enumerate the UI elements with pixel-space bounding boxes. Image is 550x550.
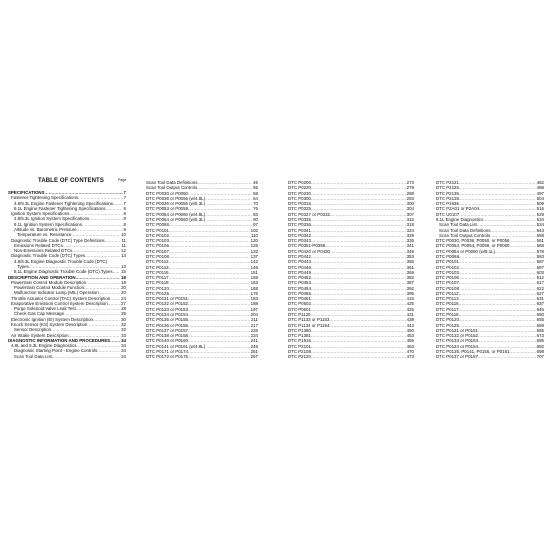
toc-entry-page: 382 (406, 275, 414, 281)
toc-entry-page: 30 (121, 316, 126, 322)
toc-entry-page: 32 (121, 322, 126, 328)
toc-entry-title: 4.8/5.3L Ignition System Specifications (14, 216, 90, 222)
toc-entry-page: 353 (406, 253, 414, 259)
toc-entry-page: 33 (121, 332, 126, 338)
toc-entry[interactable] (8, 354, 126, 359)
toc-entry-title: DTC P2101 (288, 343, 311, 349)
toc-entry-page: 13 (121, 263, 126, 269)
toc-entry-title: 8.1L Engine Fastener Tightening Specifications (14, 205, 106, 211)
toc-entry-page: 304 (406, 206, 414, 212)
toc-entry-page: 241 (250, 338, 258, 344)
toc-entry-page: 279 (406, 185, 414, 191)
toc-entry-page: 612 (536, 275, 544, 281)
toc-entry-title: DTC P0131 or P0151 (436, 327, 478, 333)
toc-entry-page: 583 (536, 253, 544, 259)
toc-entry-page: 58 (253, 190, 258, 196)
toc-entry-page: 18 (121, 274, 126, 280)
toc-entry-page: 188 (250, 301, 258, 307)
toc-entry-title: DTC P2125 (436, 185, 459, 191)
toc-entry-page: 11 (121, 237, 126, 243)
toc-entry-page: 8 (123, 205, 126, 211)
toc-entry-page: 482 (536, 180, 544, 185)
toc-entry-title: DTC P0342 (288, 232, 311, 238)
toc-entry-title: 4.8L and 5.3L Engine Diagnostics (11, 343, 77, 349)
toc-entry-title: DTC P0054 or P0060 (w/8.1L) (436, 248, 496, 254)
toc-entry-title: DTC P0325 (288, 206, 311, 212)
toc-entry-page: 211 (251, 317, 258, 323)
toc-entry-page: 234 (250, 333, 258, 339)
toc-entry-title: SPECIFICATIONS (8, 190, 45, 195)
toc-entry-title: DTC U0107 (436, 211, 460, 217)
toc-entry-title: DTC P0230 (288, 190, 311, 196)
toc-entry-page: 387 (406, 280, 414, 286)
toc-entry-title: Powertrain Control Module Function (14, 285, 85, 291)
toc-entry-title: DTC P0116 (436, 301, 459, 307)
toc-entry-page: 341 (406, 243, 414, 249)
toc-entry-title: DTC P0117 (436, 306, 459, 312)
toc-entry-page: 7 (123, 200, 126, 206)
toc-entry-title: DTC P0112 (146, 259, 169, 265)
toc-entry-page: 568 (536, 243, 544, 249)
toc-entry-page: 24 (121, 295, 126, 301)
toc-entry-page: 7 (123, 195, 126, 201)
toc-entry-page: 456 (406, 338, 414, 344)
toc-entry-title: DTC P0053, P0054, P0059, or P0060 (436, 243, 510, 249)
toc-entry-title: DTC P0351-P0358 (288, 243, 326, 249)
toc-entry-title: Emissions Related DTCs (14, 242, 63, 248)
toc-column-4 (436, 180, 544, 360)
toc-entry-page: 32 (121, 327, 126, 333)
toc-entry-title: DTC P0108 (146, 253, 169, 259)
toc-entry-title: DTC P0137 or P0157 (436, 354, 478, 360)
toc-entry-title: Air Intake System Description (11, 332, 69, 338)
toc-entry-page: 261 (250, 349, 258, 354)
toc-entry-page: 18 (121, 279, 126, 285)
toc-entry-page: 425 (406, 301, 414, 307)
toc-entry-page: 707 (536, 354, 544, 360)
toc-entry-title: DTC P0102 (436, 264, 459, 270)
toc-entry-title: DTC P0068 (436, 253, 459, 259)
toc-leader-dots (188, 354, 250, 359)
toc-entry-title: DTC P0131 or P0151 (146, 296, 188, 302)
toc-entry-title: Diagnostic Trouble Code (DTC) Type Definitions (11, 237, 105, 243)
toc-entry-title: DTC P0113 (146, 264, 169, 270)
toc-entry-title: DTC P0103 (436, 269, 459, 275)
toc-leader-dots (52, 354, 120, 359)
toc-entry-title: DTC P0135 or P0155 (146, 317, 188, 323)
toc-entry-title: DTC P0461 (288, 296, 311, 302)
toc-entry-page: 426 (406, 306, 414, 312)
toc-entry-page: 627 (536, 290, 544, 296)
toc-entry-page: 392 (406, 285, 414, 291)
toc-entry-page: 534 (536, 216, 544, 222)
toc-entry-title: DTC P0341 (288, 227, 311, 233)
toc-entry-page: 29 (121, 311, 126, 317)
toc-entry-page: 488 (536, 185, 544, 191)
toc-column-1 (8, 180, 126, 359)
toc-entry-page: 110 (251, 232, 258, 238)
toc-entry-title: Evaporative Emission Control System Description (11, 300, 108, 306)
toc-entry-title: DTC P0135, P0141, P0155, or P0161 (436, 349, 510, 354)
toc-entry-page: 473 (406, 354, 414, 360)
toc-entry-title: DTC P0054 or P0060 (w/4.8L) (146, 211, 206, 217)
toc-entry-page: 64 (253, 195, 258, 201)
toc-entry-title: Ignition System Specifications (11, 211, 70, 217)
toc-entry-title: DTC P1516 (288, 338, 311, 344)
toc-entry-title: DTC P0601 (288, 306, 311, 312)
page-title: TABLE OF CONTENTS (38, 178, 104, 184)
toc-entry-page: 637 (536, 301, 544, 307)
toc-entry-page: 70 (253, 201, 258, 207)
toc-entry-page: 356 (406, 259, 414, 265)
toc-entry-title: Non-Emissions Related DTCs (14, 248, 73, 254)
toc-entry-page: 395 (406, 290, 414, 296)
toc-entry-title: DTC P0116 (146, 269, 169, 275)
toc-entry-page: 90 (253, 216, 258, 222)
toc-entry-title: 8.1L Engine Diagnostics (436, 216, 484, 222)
toc-entry-title: DTC P0101 (436, 259, 459, 265)
toc-entry[interactable] (288, 354, 414, 359)
toc-entry-page: 12 (121, 248, 126, 254)
toc-entry-title: DTC P0054 or P0060 (w/5.3L) (146, 216, 206, 222)
toc-entry-page: 692 (536, 343, 544, 349)
toc-entry-page: 76 (253, 206, 258, 212)
toc-entry-page: 578 (536, 248, 544, 254)
toc-entry-title: 4.8/5.3L Engine Fastener Tightening Specifications (14, 200, 113, 206)
toc-entry-title: DTC P0502 (288, 301, 311, 307)
toc-entry-page: 335 (406, 238, 414, 244)
toc-entry-title: DTC P0336 (288, 222, 311, 228)
toc-entry-page: 509 (536, 201, 544, 207)
toc-entry-page: 34 (121, 337, 126, 343)
toc-entry-title: DTC P0134 or P0154 (146, 312, 188, 318)
toc-entry-title: 4.8/5.3L Engine Diagnostic Trouble Code (DTC) (14, 258, 108, 264)
toc-entry-title: Powertrain Control Module Description (11, 279, 87, 285)
toc-entry-title: DTC P0106 (436, 275, 459, 281)
toc-entry-page: 453 (406, 333, 414, 339)
toc-entry-page: 685 (536, 338, 544, 344)
toc-entry-page: 168 (250, 285, 258, 291)
toc-entry[interactable] (436, 354, 544, 359)
toc-entry-page: 20 (121, 290, 126, 296)
toc-entry-title: DTC P0343 (288, 238, 311, 244)
toc-entry-title: Fastener Tightening Specifications (11, 195, 79, 201)
toc-entry-page: 497 (536, 190, 544, 196)
toc-entry-page: 183 (250, 296, 258, 302)
toc-entry-page: 132 (250, 248, 258, 254)
toc-entry-title: DTC P0068 (146, 222, 169, 228)
toc-entry-page: 504 (536, 195, 544, 201)
toc-entry-title: DTC P2138 (436, 195, 459, 201)
toc-entry-title: Knock Sensor (KS) System Description (11, 322, 88, 328)
toc-entry-title: DTC P0036 or P0056 (w/5.3L) (146, 201, 206, 207)
toc-entry-title: DTC P0140 or P0160 (146, 338, 188, 344)
toc-entry-page: 15 (121, 269, 126, 275)
toc-entry-title: DTC P0138 or P0158 (146, 333, 188, 339)
toc-entry-page: 438 (406, 317, 414, 323)
toc-entry-title: DTC P0107 (436, 280, 459, 286)
toc-entry-page: 34 (121, 353, 126, 359)
toc-entry-page: 126 (250, 243, 258, 249)
toc-entry-page: 312 (406, 216, 414, 222)
toc-entry-page: 137 (250, 253, 258, 259)
toc-entry-title: DTC P0125 (146, 290, 169, 296)
toc-entry-page: 645 (536, 306, 544, 312)
toc-entry-page: 631 (536, 296, 544, 302)
toc-entry-title: Scan Tool Output Controls (439, 232, 491, 238)
toc-entry-page: 151 (250, 269, 258, 275)
toc-entry-title: DTC P0120 (436, 317, 459, 323)
toc-entry-title: DTC P0453 (288, 280, 311, 286)
toc-entry-title: DTC P1381 (288, 333, 311, 339)
toc-entry-page: 34 (121, 348, 126, 354)
toc-leader-dots (478, 354, 536, 359)
toc-entry-page: 248 (250, 343, 258, 349)
toc-entry-page: 324 (406, 227, 414, 233)
toc-entry-title: 8.1L Engine Diagnostic Trouble Code (DTC) Types (14, 269, 113, 275)
toc-entry-title: Sensor Description (14, 327, 52, 333)
toc-entry-title: DTC P0103 (146, 238, 169, 244)
toc-entry-title: DTC P0172 or P0175 (146, 354, 188, 360)
toc-entry-page: 27 (121, 300, 126, 306)
toc-entry-title: DTC P2108 (288, 349, 311, 354)
toc-entry-page: 28 (121, 306, 126, 312)
toc-entry-title: DTC P0112 (436, 290, 459, 296)
toc-entry-page: 9 (123, 226, 126, 232)
toc-entry-page: 450 (406, 327, 414, 333)
toc-entry-title: DTC P2121 (436, 180, 459, 185)
toc-entry-title: DTC P0133 or P0153 (146, 306, 188, 312)
toc-entry-title: DTC P0315 (288, 201, 311, 207)
toc-entry-page: 622 (536, 285, 544, 291)
toc-entry-page: 293 (406, 195, 414, 201)
toc-entry-page: 603 (536, 269, 544, 275)
toc-entry-page: 142 (250, 259, 258, 265)
toc-entry-page: 83 (253, 211, 258, 217)
toc-entry-page: 318 (406, 222, 414, 228)
toc-entry-page: 665 (536, 327, 544, 333)
toc-entry-title: DTC P0137 or P0157 (146, 327, 188, 333)
toc-entry-title: DTC P2636 (436, 201, 459, 207)
toc-entry-page: 470 (406, 349, 414, 354)
toc-entry-title: Malfunction Indicator Lamp (MIL) Operation (14, 290, 99, 296)
toc-entry-page: 217 (250, 322, 258, 328)
toc-entry-title: Scan Tool Data List (439, 222, 477, 228)
toc-entry-title: DTC P1380 (288, 327, 311, 333)
toc-entry-title: DTC P0132 or P0152 (436, 333, 478, 339)
toc-entry-page: 55 (253, 185, 258, 191)
toc-entry-title: DTC P0118 (146, 280, 169, 286)
toc-column-3 (288, 180, 414, 360)
toc-entry-title: DTC P0036 or P0056 (w/4.8L) (146, 195, 206, 201)
toc-entry-title: DTC P0446 (288, 264, 311, 270)
toc-entry-page: 176 (250, 290, 258, 296)
toc-entry[interactable] (146, 354, 258, 359)
toc-entry-page: 655 (536, 317, 544, 323)
toc-entry-title: DTC P0132 or P0152 (146, 301, 188, 307)
toc-entry-page: 13 (121, 253, 126, 259)
toc-entry-title: DTC P0455 (288, 290, 311, 296)
toc-entry-page: 673 (536, 333, 544, 339)
toc-entry-title: DESCRIPTION AND OPERATION (8, 274, 76, 280)
toc-column-2 (146, 180, 258, 360)
toc-entry-page: 463 (406, 343, 414, 349)
toc-entry-title: DTC P0107 (146, 248, 169, 254)
toc-leader-dots (311, 354, 406, 359)
toc-entry-title: DTC P0452 (288, 275, 311, 281)
toc-entry-title: DTC P0200 (288, 180, 311, 185)
toc-entry-page: 361 (406, 264, 414, 270)
toc-entry-title: Scan Tool Data List (14, 353, 52, 359)
toc-entry-page: 329 (406, 232, 414, 238)
toc-entry-title: DTC P1125 (288, 312, 311, 318)
toc-entry-title: DTC P0420 or P0430 (288, 248, 330, 254)
toc-entry-title: DTC P2120 (288, 354, 311, 360)
toc-entry-page: 587 (536, 259, 544, 265)
toc-entry-page: 102 (250, 227, 258, 233)
toc-entry-page: 11 (121, 242, 126, 248)
page-column-label: Page (118, 178, 127, 182)
toc-entry-page: 163 (250, 280, 258, 286)
toc-entry-page: 10 (121, 232, 126, 238)
toc-entry-page: 20 (121, 285, 126, 291)
toc-entry-page: 97 (253, 222, 258, 228)
toc-entry-page: 8 (123, 216, 126, 222)
toc-entry-page: 443 (406, 322, 414, 328)
toc-entry-title: Scan Tool Data Definitions (146, 180, 198, 185)
toc-entry-page: 120 (250, 238, 258, 244)
toc-entry-page: 431 (406, 312, 414, 318)
toc-entry-title: DTC P2135 (436, 190, 459, 196)
toc-entry-title: DTC P0442 (288, 253, 311, 259)
toc-entry-title: DTC P0053 or P0059 (146, 206, 188, 212)
toc-entry-page: 300 (406, 201, 414, 207)
toc-entry-page: 349 (406, 248, 414, 254)
toc-entry-title: DTC P0171 or P0174 (146, 349, 188, 354)
toc-entry-page: 558 (536, 232, 544, 238)
toc-entry-title: DTC P0030 or P0050 (146, 190, 188, 196)
toc-entry-title: Electronic Ignition (EI) System Description (11, 316, 93, 322)
toc-entry-title: DTC P0220 (288, 185, 311, 191)
toc-entry-page: 8 (123, 211, 126, 217)
toc-entry-page: 529 (536, 211, 544, 217)
toc-entry-title: Check Gas Cap Message (14, 311, 65, 317)
toc-entry-title: DTC P0117 (146, 275, 169, 281)
toc-entry-title: DTC P0335 (288, 216, 311, 222)
toc-entry-title: DTC P1134 or P1154 (288, 322, 330, 328)
toc-entry-title: Purge Solenoid Valve Leak Test (14, 306, 76, 312)
toc-entry-title: Scan Tool Data Definitions (439, 227, 491, 233)
toc-entry-title: DTC P0133 or P0153 (436, 338, 478, 344)
toc-entry-page: 415 (406, 296, 414, 302)
toc-entry-title: Altitude vs. Barometric Pressure (14, 226, 77, 232)
toc-entry-title: DTC P0449 (288, 269, 311, 275)
toc-entry-title: Diagnostic Starting Point - Engine Controls (14, 348, 98, 354)
toc-entry-page: 159 (250, 275, 258, 281)
toc-entry-page: 561 (536, 238, 544, 244)
toc-entry-page: 146 (250, 264, 258, 270)
toc-entry-page: 267 (250, 354, 258, 360)
toc-entry-title: Scan Tool Output Controls (146, 185, 198, 191)
toc-entry-title: DTC P2A01 or P2A04 (436, 206, 479, 212)
toc-entry-page: 369 (406, 269, 414, 275)
toc-entry-page: 45 (253, 180, 258, 185)
toc-entry-title: DTC P0454 (288, 285, 311, 291)
toc-entry-title: DTC P0120 (146, 285, 169, 291)
toc-entry-title: DTC P0141 or P0161 (w/4.8L) (146, 343, 206, 349)
toc-entry-title: DIAGNOSTIC INFORMATION AND PROCEDURES (8, 337, 111, 343)
toc-entry-title: Throttle Actuator Control (TAC) System Description (11, 295, 111, 301)
toc-entry-title: Diagnostic Trouble Code (DTC) Types (11, 253, 86, 259)
toc-entry-title: DTC P0134 or P0154 (436, 343, 478, 349)
toc-entry-page: 534 (536, 222, 544, 228)
toc-entry-page: 7 (123, 190, 126, 195)
toc-entry-title: DTC P0030, P0036, P0050, or P0056 (436, 238, 510, 244)
toc-entry-title: DTC P0327 or P0332 (288, 211, 330, 217)
toc-entry-page: 226 (250, 327, 258, 333)
toc-entry-page: 650 (536, 312, 544, 318)
toc-entry-page: 516 (536, 206, 544, 212)
toc-entry-title: DTC P0118 (436, 312, 459, 318)
toc-entry-title: DTC P0113 (436, 296, 459, 302)
toc-entry-page: 307 (406, 211, 414, 217)
toc-entry-page: 34 (121, 343, 126, 349)
toc-entry-title: Temperature vs. Resistance (17, 232, 72, 238)
toc-entry-title: DTC P0443 (288, 259, 311, 265)
toc-entry-title: DTC P1133 or P1153 (288, 317, 330, 323)
toc-entry-page: 197 (250, 306, 258, 312)
toc-entry-page: 8 (123, 221, 126, 227)
toc-entry-title: Types (17, 263, 29, 269)
toc-entry-title: DTC P0136 or P0156 (146, 322, 188, 328)
toc-entry-title: DTC P0102 (146, 232, 169, 238)
toc-entry-page: 273 (406, 180, 414, 185)
toc-entry-title: DTC P0125 (436, 322, 459, 328)
toc-entry-page: 617 (536, 280, 544, 286)
toc-entry-title: DTC P0101 (146, 227, 169, 233)
toc-entry-page: 698 (536, 349, 544, 354)
toc-entry-title: DTC P0106 (146, 243, 169, 249)
toc-entry-page: 543 (536, 227, 544, 233)
toc-entry-title: DTC P0300 (288, 195, 311, 201)
toc-entry-title: 8.1L Ignition System Specifications (14, 221, 82, 227)
toc-entry-page: 204 (250, 312, 258, 318)
toc-entry-page: 659 (536, 322, 544, 328)
toc-entry-title: DTC P0108 (436, 285, 459, 291)
toc-entry-page: 597 (536, 264, 544, 270)
toc-entry-page: 288 (406, 190, 414, 196)
